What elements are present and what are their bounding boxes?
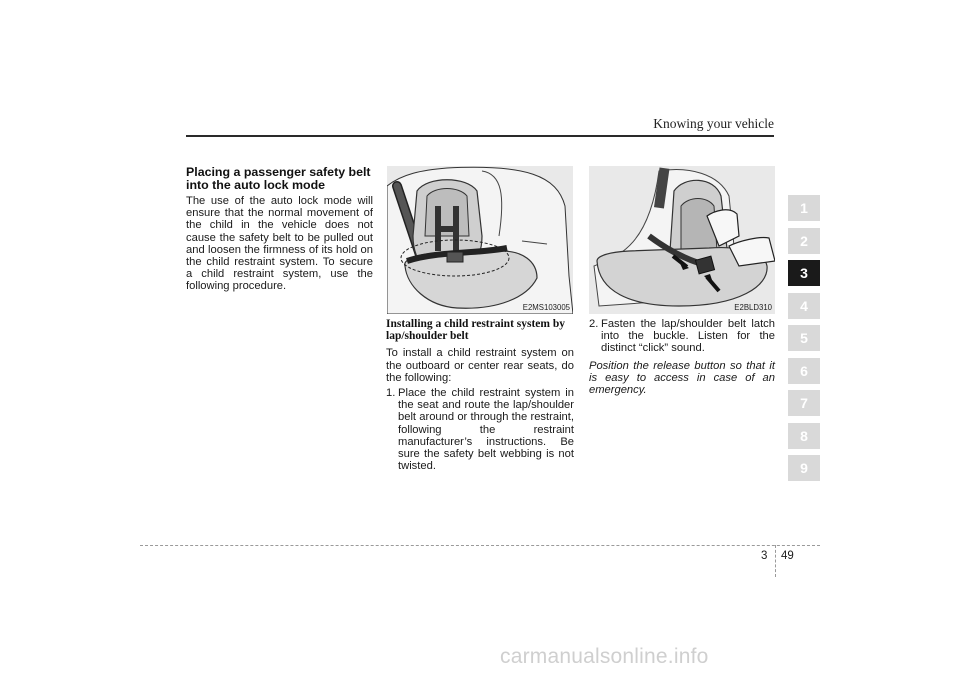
figure-code: E2BLD310 — [734, 303, 772, 312]
chapter-tabs — [788, 195, 820, 488]
watermark: carmanualsonline.info — [500, 645, 709, 668]
section-body: The use of the auto lock mode will ensure that the normal movement of the child in the vehicle does not cause the safety belt to be pulled out and loosen the firmness of its hold on the child restraint system. To secure a child restraint system, use the following procedure. — [186, 195, 373, 293]
chapter-tab-6[interactable]: 6 — [788, 358, 820, 384]
section-heading: Placing a passenger safety belt into the auto lock mode — [186, 165, 371, 192]
footer-rule — [140, 545, 820, 546]
figure-code: E2MS103005 — [522, 303, 570, 312]
chapter-tab-1[interactable]: 1 — [788, 195, 820, 221]
buckle-fastening-illustration — [589, 166, 775, 314]
page-number: 49 — [781, 550, 794, 562]
chapter-tab-7[interactable]: 7 — [788, 390, 820, 416]
step-number: 2. — [589, 318, 599, 330]
right-column — [589, 318, 775, 396]
chapter-tab-8[interactable]: 8 — [788, 423, 820, 449]
chapter-tab-4[interactable]: 4 — [788, 293, 820, 319]
header-title: Knowing your vehicle — [653, 116, 774, 131]
chapter-tab-3[interactable]: 3 — [788, 260, 820, 286]
middle-column — [386, 318, 574, 472]
chapter-tab-5[interactable]: 5 — [788, 325, 820, 351]
step-number: 1. — [386, 387, 396, 400]
note-text: Position the release button so that it is easy to access in case of an emergency. — [589, 359, 775, 397]
step-item — [386, 387, 574, 472]
chapter-tab-9[interactable]: 9 — [788, 455, 820, 481]
subheading: Installing a child restraint system by lap/shoulder belt — [386, 318, 566, 343]
intro-paragraph: To install a child restraint system on the outboard or center rear seats, do the following: — [386, 347, 574, 384]
left-column — [186, 166, 373, 293]
figure-buckle-fastening — [589, 166, 775, 314]
step-text: Fasten the lap/shoulder belt latch into the buckle. Listen for the distinct “click” sound. — [601, 318, 775, 355]
chapter-tab-2[interactable]: 2 — [788, 228, 820, 254]
figure-child-seat-belt-routing — [387, 166, 573, 314]
child-seat-belt-routing-illustration — [387, 166, 573, 314]
header-rule — [186, 135, 774, 137]
page-chapter: 3 — [761, 550, 768, 562]
step-item — [589, 318, 775, 355]
footer-divider — [775, 545, 776, 577]
step-text: Place the child restraint system in the seat and route the lap/shoulder belt around or through the restraint, following the restraint manufacturer’s instructions. Be sure the safety belt webbing is not twisted. — [398, 387, 574, 473]
